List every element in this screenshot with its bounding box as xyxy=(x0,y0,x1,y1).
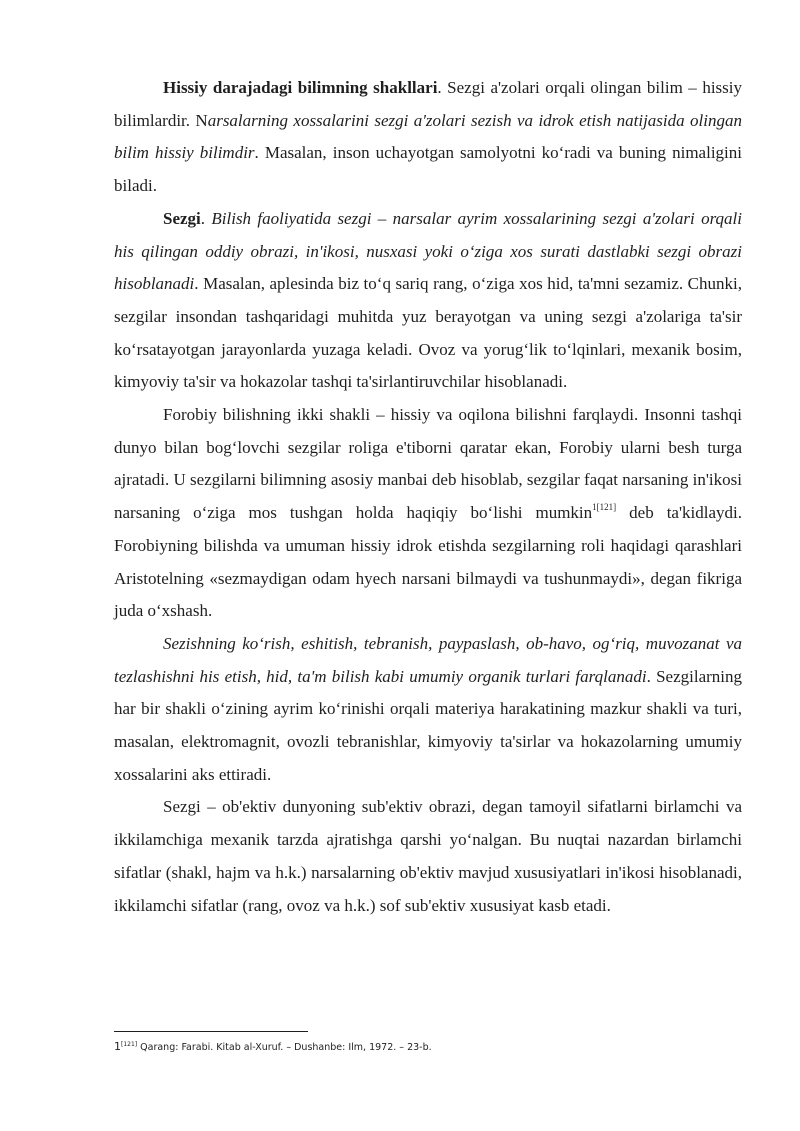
paragraph-text: . xyxy=(200,208,212,228)
footnote xyxy=(114,1040,742,1055)
footnote-marker: [121] xyxy=(121,1041,138,1048)
footnote-number: 1 xyxy=(114,1040,121,1053)
paragraph-text: . Sezgi a'zolari orqali olingan bilim – hissiy bilimlardir. N xyxy=(114,78,742,130)
paragraph-sensory-forms xyxy=(114,72,742,203)
paragraph-heading: Sezgi xyxy=(163,208,201,228)
definition-text: Bilish faoliyatida sezgi – narsalar ayrim xossalarining sezgi a'zolari orqali his qilingan oddiy obrazi, in'ikosi, nusxasi yoki o‘ziga xos surati dastlabki sezgi obrazi hisoblanadi xyxy=(114,208,742,294)
paragraph-text: . Masalan, inson uchayotgan samolyotni ko‘radi va buning nimaligini biladi. xyxy=(114,143,742,196)
paragraph-text: . Sezgilarning har bir shakli o‘zining ayrim ko‘rinishi orqali materiya harakatining mazkur shakli va turi, masalan, elektromagnit, ovozli tebranishlar, kimyoviy ta'sirlar va hokazolarning umumiy xossalarini aks ettiradi. xyxy=(114,666,742,784)
definition-text: Sezishning ko‘rish, eshitish, tebranish, paypaslash, ob-havo, og‘riq, muvozanat va tezlashishni his etish, hid, ta'm bilish kabi umumiy organik turlari farqlanadi xyxy=(114,633,742,686)
footnote-separator xyxy=(114,1031,308,1032)
body-text xyxy=(114,72,742,922)
paragraph-farabi xyxy=(114,399,742,628)
paragraph-sensation xyxy=(114,203,742,399)
paragraph-text: . Masalan, aplesinda biz to‘q sariq rang, o‘ziga xos hid, ta'mni sezamiz. Chunki, sezgilar insondan tashqaridagi muhitda yuz berayotgan va uning sezgi a'zolariga ta'sir ko‘rsatayotgan jarayonlarda yuzaga keladi. Ovoz va yorug‘lik to‘lqinlari, mexanik bosim, kimyoviy ta'sir va hokazolar tashqi ta'sirlantiruvchilar hisoblanadi. xyxy=(114,274,742,392)
paragraph-subjective-image xyxy=(114,791,742,922)
paragraph-sense-types xyxy=(114,628,742,792)
footnote-reference[interactable]: 1[121] xyxy=(592,502,617,513)
footnote-text: Qarang: Farabi. Kitab al-Xuruf. – Dushanbe: Ilm, 1972. – 23-b. xyxy=(137,1042,432,1053)
paragraph-text: Forobiy bilishning ikki shakli – hissiy va oqilona bilishni farqlaydi. Insonni tashqi dunyo bilan bog‘lovchi sezgilar roliga e'tiborni qaratar ekan, Forobiy ularni besh turga ajratadi. U sezgilarni bilimning asosiy manbai deb hisoblab, sezgilar faqat narsaning in'ikosi narsaning o‘ziga mos tushgan holda haqiqiy bo‘lishi mumkin xyxy=(114,405,742,523)
paragraph-heading: Hissiy darajadagi bilimning shakllari xyxy=(163,78,438,97)
definition-text: arsalarning xossalarini sezgi a'zolari sezish va idrok etish natijasida olingan bilim hissiy bilimdir xyxy=(114,110,742,163)
paragraph-text: Sezgi – ob'ektiv dunyoning sub'ektiv obrazi, degan tamoyil sifatlarni birlamchi va ikkilamchiga mexanik tarzda ajratishga qarshi yo‘nalgan. Bu nuqtai nazardan birlamchi sifatlar (shakl, hajm va h.k.) narsalarning ob'ektiv mavjud xususiyatlari in'ikosi hisoblanadi, ikkilamchi sifatlar (rang, ovoz va h.k.) sof sub'ektiv xususiyat kasb etadi. xyxy=(114,797,742,915)
paragraph-text: deb ta'kidlaydi. Forobiyning bilishda va umuman hissiy idrok etishda sezgilarning roli haqidagi qarashlari Aristotelning «sezmaydigan odam hyech narsani bilmaydi va tushunmaydi», degan fikriga juda o‘xshash. xyxy=(114,503,742,621)
